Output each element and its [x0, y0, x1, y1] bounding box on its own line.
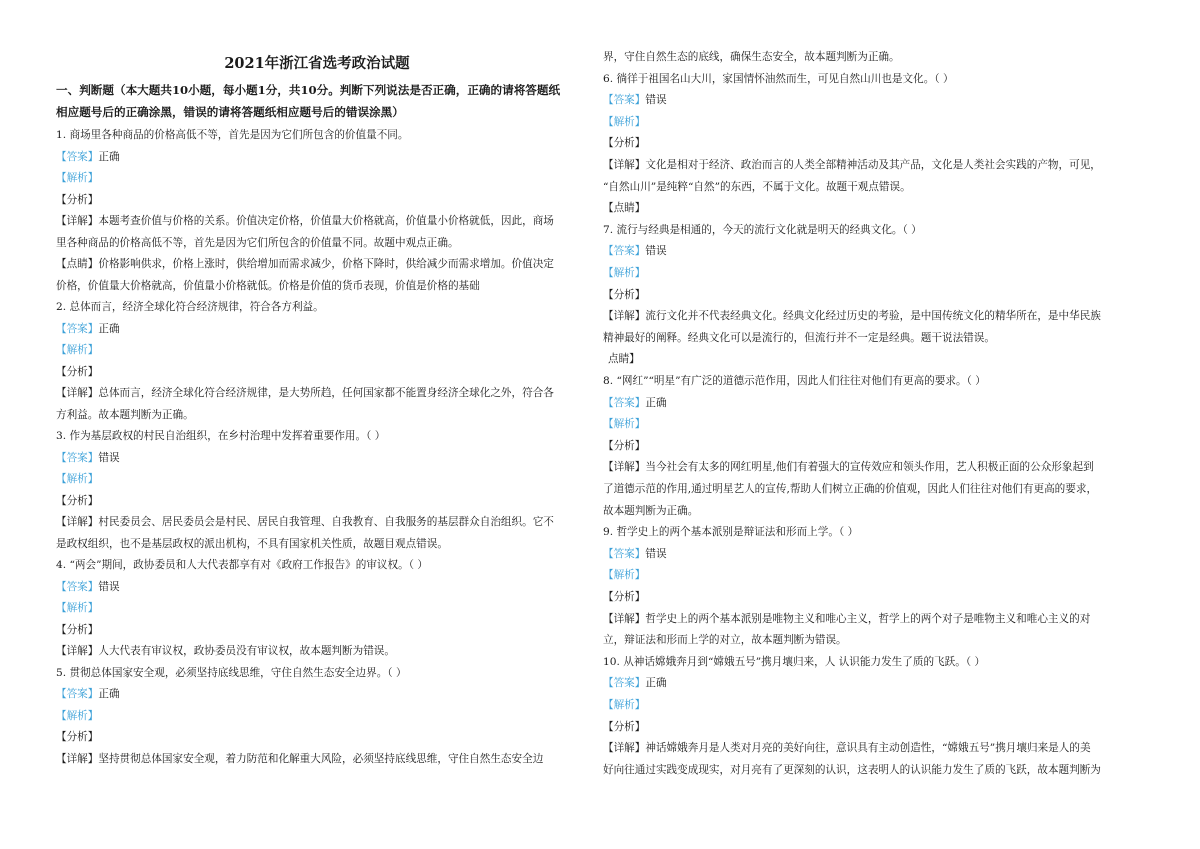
- line-text: 正确: [645, 396, 667, 409]
- line-text: 立，辩证法和形而上学的对立，故本题判断为错误。: [603, 634, 847, 647]
- text-line: [603, 654, 1129, 669]
- line-text: 精神最好的阐释。经典文化可以是流行的，但流行并不一定是经典。题干说法错误。: [603, 331, 995, 344]
- line-text: 【点睛】价格影响供求，价格上涨时，供给增加而需求减少，价格下降时，供给减少而需求增加。价值决定: [56, 258, 554, 270]
- text-line: [603, 438, 1129, 453]
- line-text: 正确: [98, 150, 120, 163]
- line-text: 【详解】本题考查价值与价格的关系。价值决定价格，价值量大价格就高，价值量小价格就低，因此，商场: [56, 215, 554, 227]
- text-line: [56, 514, 578, 529]
- line-text: 5. 贯彻总体国家安全观，必须坚持底线思维，守住自然生态安全边界。（ ）: [56, 666, 407, 679]
- answer-tag: 【答案】: [603, 94, 646, 107]
- line-text: 一、判断题（本大题共10小题，每小题1分，共10分。判断下列说法是否正确，正确的请将答题纸: [56, 83, 561, 97]
- answer-tag: 【答案】: [56, 322, 99, 335]
- text-line: [603, 567, 1129, 582]
- line-text: 【分析】: [603, 439, 646, 452]
- answer-tag: 【答案】: [56, 150, 99, 163]
- text-line: [56, 407, 578, 422]
- text-line: [603, 157, 1129, 172]
- text-line: [603, 135, 1129, 150]
- line-text: 错误: [645, 94, 667, 107]
- page-title: 2021年浙江省选考政治试题: [224, 55, 410, 72]
- line-text: 点睛】: [608, 353, 640, 366]
- line-text: 【详解】神话嫦娥奔月是人类对月亮的美好向往，意识具有主动创造性，“嫦娥五号”携月壤归来是人的美: [603, 742, 1091, 755]
- line-text: 1. 商场里各种商品的价格高低不等，首先是因为它们所包含的价值量不同。: [56, 129, 409, 141]
- text-line: [603, 675, 1129, 690]
- text-line: [56, 536, 578, 551]
- text-line: [56, 213, 578, 228]
- text-line: [56, 170, 578, 185]
- line-text: 了道德示范的作用,通过明星艺人的宣传,帮助人们树立正确的价值观，因此人们往往对他们有更高的要求，: [603, 483, 1098, 495]
- line-text: 【详解】流行文化并不代表经典文化。经典文化经过历史的考验，是中国传统文化的精华所在，是中华民族: [603, 310, 1101, 323]
- text-line: [56, 364, 578, 379]
- text-line: [56, 192, 578, 207]
- text-line: [603, 179, 1129, 194]
- text-line: [56, 665, 578, 680]
- answer-tag: 【解析】: [603, 418, 646, 431]
- text-line: [56, 751, 578, 766]
- text-line: [56, 450, 578, 465]
- line-text: 【分析】: [603, 137, 646, 150]
- text-line: [603, 395, 1129, 410]
- text-line: [56, 557, 578, 572]
- text-line: [56, 299, 578, 314]
- text-line: [603, 222, 1129, 237]
- text-line: [603, 330, 1129, 345]
- text-line: [603, 114, 1129, 129]
- line-text: “自然山川”是纯粹“自然”的东西，不属于文化。故题干观点错误。: [603, 180, 911, 193]
- line-text: 【分析】: [56, 731, 99, 743]
- text-line: [56, 256, 578, 271]
- answer-tag: 【答案】: [56, 451, 99, 464]
- text-line: [56, 708, 578, 723]
- text-line: [56, 278, 578, 293]
- line-text: 2. 总体而言，经济全球化符合经济规律，符合各方利益。: [56, 301, 324, 313]
- text-line: [603, 546, 1129, 561]
- line-text: 7. 流行与经典是相通的，今天的流行文化就是明天的经典文化。（ ）: [603, 223, 922, 236]
- line-text: 【详解】人大代表有审议权，政协委员没有审议权，故本题判断为错误。: [56, 645, 395, 657]
- text-line: [603, 351, 1129, 366]
- text-line: [56, 82, 578, 98]
- answer-tag: 【答案】: [603, 677, 646, 690]
- text-line: [603, 503, 1129, 518]
- answer-tag: 【答案】: [56, 688, 99, 700]
- answer-tag: 【解析】: [56, 709, 99, 722]
- text-line: [603, 49, 1129, 64]
- line-text: 【点睛】: [603, 202, 646, 215]
- text-line: [56, 385, 578, 400]
- answer-tag: 【答案】: [603, 396, 646, 409]
- answer-tag: 【解析】: [603, 699, 646, 711]
- line-text: 里各种商品的价格高低不等，首先是因为它们所包含的价值量不同。故题中观点正确。: [56, 236, 459, 249]
- text-line: [603, 71, 1129, 86]
- line-text: 相应题号后的正确涂黑，错误的请将答题纸相应题号后的错误涂黑）: [56, 105, 404, 119]
- line-text: 8. “网红”“明星”有广泛的道德示范作用，因此人们往往对他们有更高的要求。（ ）: [603, 375, 986, 387]
- text-line: [603, 481, 1129, 496]
- text-line: [56, 321, 578, 336]
- answer-tag: 【解析】: [56, 473, 99, 485]
- text-line: [56, 729, 578, 744]
- line-text: 方利益。故本题判断为正确。: [56, 408, 194, 421]
- line-text: 【分析】: [603, 288, 646, 301]
- text-line: [603, 697, 1129, 712]
- text-line: [56, 235, 578, 250]
- text-line: [603, 416, 1129, 431]
- line-text: 【详解】村民委员会、居民委员会是村民、居民自我管理、自我教育、自我服务的基层群众自治组织。它不: [56, 516, 554, 528]
- text-line: [56, 600, 578, 615]
- line-text: 10. 从神话嫦娥奔月到“嫦娥五号”携月壤归来，人 认识能力发生了质的飞跃。（ ）: [603, 655, 986, 668]
- text-line: [603, 719, 1129, 734]
- answer-tag: 【解析】: [56, 172, 99, 184]
- line-text: 【分析】: [56, 193, 99, 206]
- line-text: 【分析】: [603, 591, 646, 603]
- text-line: [56, 493, 578, 508]
- text-line: [56, 428, 578, 443]
- answer-tag: 【答案】: [603, 245, 646, 258]
- line-text: 好向往通过实践变成现实，对月亮有了更深刻的认识，这表明人的认识能力发生了质的飞跃，故本题判断为: [603, 763, 1101, 776]
- text-line: [56, 643, 578, 658]
- line-text: 错误: [645, 245, 667, 258]
- text-line: [603, 611, 1129, 626]
- answer-tag: 【解析】: [603, 115, 646, 128]
- text-line: [603, 762, 1129, 777]
- text-line: [603, 287, 1129, 302]
- line-text: 【详解】总体而言，经济全球化符合经济规律，是大势所趋，任何国家都不能置身经济全球化之外，符合各: [56, 387, 554, 399]
- line-text: 【详解】坚持贯彻总体国家安全观，着力防范和化解重大风险，必须坚持底线思维，守住自然生态安全边: [56, 752, 544, 765]
- line-text: 正确: [645, 677, 667, 690]
- text-line: [56, 342, 578, 357]
- text-line: [603, 632, 1129, 647]
- line-text: 【详解】文化是相对于经济、政治而言的人类全部精神活动及其产品，文化是人类社会实践的产物，可见，: [603, 159, 1101, 171]
- line-text: 【分析】: [56, 365, 99, 378]
- line-text: 界，守住自然生态的底线，确保生态安全，故本题判断为正确。: [603, 51, 900, 63]
- line-text: 【分析】: [56, 623, 99, 636]
- text-line: [603, 373, 1129, 388]
- answer-tag: 【解析】: [56, 602, 99, 614]
- line-text: 6. 徜徉于祖国名山大川，家国情怀油然而生，可见自然山川也是文化。（ ）: [603, 72, 954, 85]
- line-text: 故本题判断为正确。: [603, 504, 699, 517]
- text-line: [603, 740, 1129, 755]
- answer-tag: 【答案】: [603, 547, 646, 560]
- text-line: [603, 200, 1129, 215]
- text-line: [56, 622, 578, 637]
- text-line: [603, 524, 1129, 539]
- answer-tag: 【解析】: [56, 344, 99, 356]
- text-line: [603, 459, 1129, 474]
- text-line: [56, 471, 578, 486]
- text-line: [56, 579, 578, 594]
- answer-tag: 【解析】: [603, 267, 646, 279]
- answer-tag: 【解析】: [603, 569, 646, 582]
- line-text: 错误: [98, 451, 120, 464]
- text-line: [603, 243, 1129, 258]
- text-line: [56, 127, 578, 142]
- line-text: 9. 哲学史上的两个基本派别是辩证法和形而上学。（ ）: [603, 526, 859, 539]
- text-line: [603, 308, 1129, 323]
- line-text: 3. 作为基层政权的村民自治组织，在乡村治理中发挥着重要作用。（ ）: [56, 430, 386, 442]
- text-line: [603, 589, 1129, 604]
- text-line: [56, 686, 578, 701]
- line-text: 错误: [98, 580, 120, 593]
- text-line: [56, 104, 578, 120]
- line-text: 【分析】: [56, 494, 99, 507]
- line-text: 价格，价值量大价格就高，价值量小价格就低。价格是价值的货币表现，价值是价格的基础: [56, 279, 480, 292]
- answer-tag: 【答案】: [56, 580, 99, 593]
- line-text: 正确: [98, 322, 120, 335]
- line-text: 是政权组织，也不是基层政权的派出机构，不具有国家机关性质，故题目观点错误。: [56, 537, 448, 550]
- line-text: 【详解】当今社会有太多的网红明星,他们有着强大的宣传效应和领头作用，艺人积极正面的公众形象起到: [603, 461, 1094, 474]
- line-text: 4. “两会”期间，政协委员和人大代表都享有对《政府工作报告》的审议权。（ ）: [56, 559, 428, 571]
- line-text: 【详解】哲学史上的两个基本派别是唯物主义和唯心主义，哲学上的两个对子是唯物主义和唯心主义的对: [603, 612, 1091, 625]
- line-text: 【分析】: [603, 720, 646, 733]
- text-line: [603, 265, 1129, 280]
- line-text: 错误: [645, 547, 667, 560]
- line-text: 正确: [98, 688, 120, 700]
- text-line: [603, 92, 1129, 107]
- text-line: [56, 149, 578, 164]
